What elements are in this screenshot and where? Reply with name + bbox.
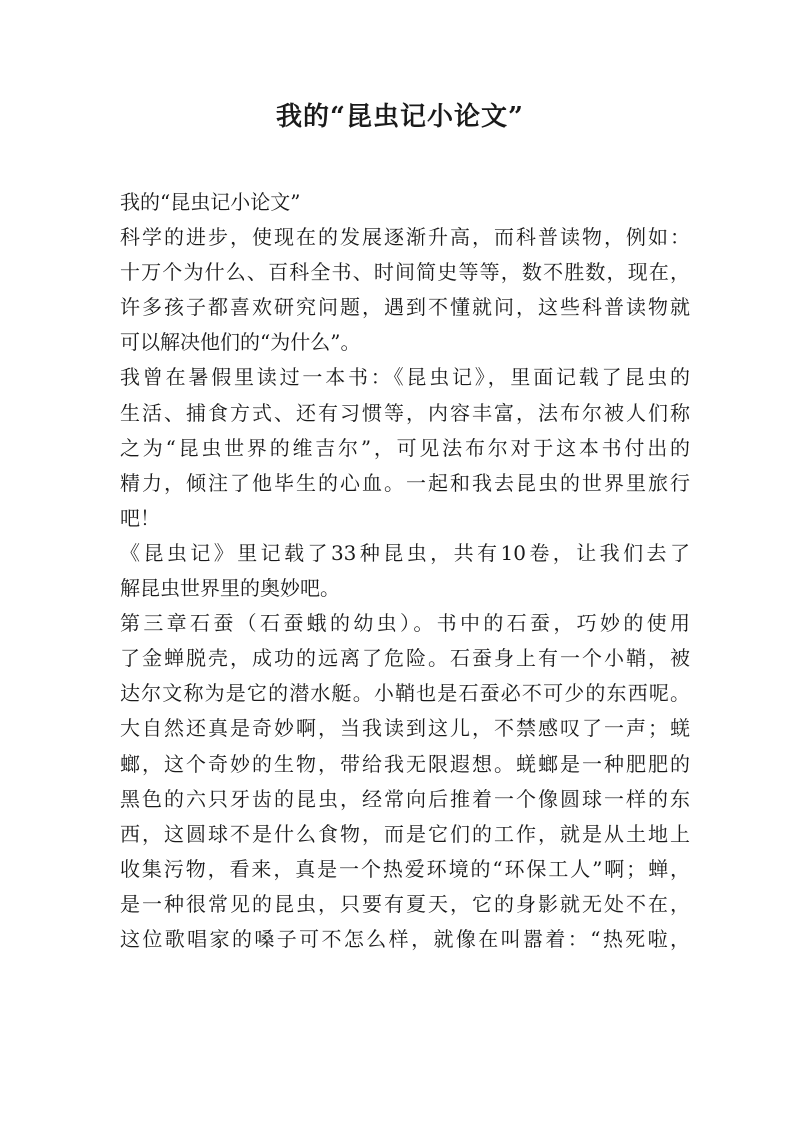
text-line: 精力，倾注了他毕生的心血。一起和我去昆虫的世界里旅行: [120, 470, 690, 495]
subtitle-line: 我的“昆虫记小论文”: [120, 190, 301, 214]
text-line: 之为“昆虫世界的维吉尔”，可见法布尔对于这本书付出的: [120, 435, 690, 460]
text-line: 黑色的六只牙齿的昆虫，经常向后推着一个像圆球一样的东: [120, 786, 690, 811]
text-line: 生活、捕食方式、还有习惯等，内容丰富，法布尔被人们称: [120, 400, 690, 425]
text-line: 许多孩子都喜欢研究问题，遇到不懂就问，这些科普读物就: [120, 295, 690, 320]
text-line: 可以解决他们的“为什么”。: [120, 330, 361, 355]
text-line: 大自然还真是奇妙啊，当我读到这儿，不禁感叹了一声；蜣: [120, 716, 690, 741]
text-line: 达尔文称为是它的潜水艇。小鞘也是石蚕必不可少的东西呢。: [120, 681, 690, 706]
document-body: [120, 185, 690, 957]
text-line: 吧！: [120, 505, 160, 530]
text-line: 我曾在暑假里读过一本书：《昆虫记》，里面记载了昆虫的: [120, 365, 690, 390]
text-line: 解昆虫世界里的奥妙吧。: [120, 576, 340, 601]
text-line: 收集污物，看来，真是一个热爱环境的“环保工人”啊；蝉，: [120, 856, 690, 881]
text-line: 是一种很常见的昆虫，只要有夏天，它的身影就无处不在，: [120, 891, 690, 916]
text-line: 《昆虫记》里记载了33种昆虫，共有10卷，让我们去了: [120, 540, 690, 565]
document-title: 我的“昆虫记小论文”: [276, 102, 524, 132]
text-line: 螂，这个奇妙的生物，带给我无限遐想。蜣螂是一种肥肥的: [120, 751, 690, 776]
text-line: 西，这圆球不是什么食物，而是它们的工作，就是从土地上: [120, 821, 690, 846]
text-line: 这位歌唱家的嗓子可不怎么样，就像在叫嚣着：“热死啦，: [120, 926, 690, 951]
text-line: 十万个为什么、百科全书、时间简史等等，数不胜数，现在，: [120, 260, 690, 285]
text-line: 第三章石蚕（石蚕蛾的幼虫）。书中的石蚕，巧妙的使用: [120, 611, 690, 636]
text-line: 了金蝉脱壳，成功的远离了危险。石蚕身上有一个小鞘，被: [120, 646, 690, 671]
text-line: 科学的进步，使现在的发展逐渐升高，而科普读物，例如：: [120, 225, 690, 250]
